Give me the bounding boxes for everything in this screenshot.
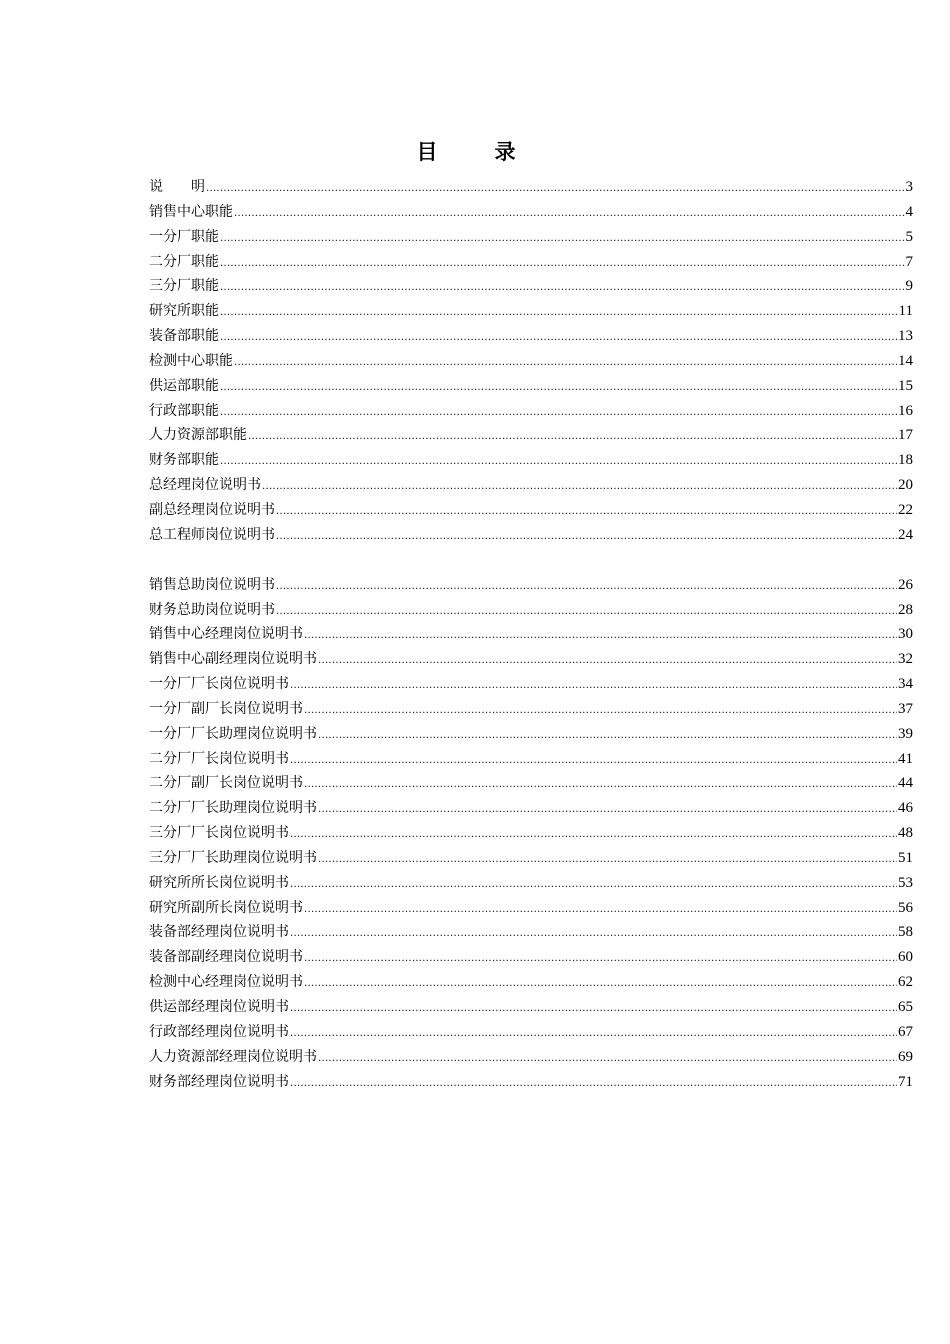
toc-entry[interactable]	[149, 672, 913, 697]
toc-dot-leader	[276, 600, 897, 625]
toc-entry-label: 研究所副所长岗位说明书	[149, 899, 303, 916]
toc-entry[interactable]	[149, 622, 913, 647]
toc-entry-label: 总经理岗位说明书	[149, 477, 261, 494]
toc-entry[interactable]	[149, 821, 913, 846]
toc-dot-leader	[276, 500, 897, 525]
toc-entry-page-number: 26	[898, 576, 913, 593]
toc-entry-page-number: 41	[898, 750, 913, 767]
toc-entry-label: 二分厂职能	[149, 253, 219, 270]
toc-entry-label: 财务总助岗位说明书	[149, 601, 275, 618]
toc-entry[interactable]	[149, 1045, 913, 1070]
toc-entry-label: 财务部职能	[149, 452, 219, 469]
toc-entry-page-number: 65	[898, 999, 913, 1015]
toc-entry-label: 供运部职能	[149, 377, 219, 394]
toc-dot-leader	[248, 425, 897, 450]
toc-dot-leader	[220, 276, 905, 301]
toc-entry-label: 人力资源部职能	[149, 427, 247, 444]
toc-entry[interactable]	[149, 349, 913, 374]
toc-entry-page-number: 71	[898, 1073, 913, 1090]
toc-entry[interactable]	[149, 896, 913, 921]
toc-entry-page-number: 32	[898, 651, 913, 668]
toc-entry[interactable]	[149, 473, 913, 498]
toc-dot-leader	[290, 997, 897, 1022]
toc-entry[interactable]	[149, 598, 913, 623]
toc-entry-page-number: 7	[905, 253, 913, 270]
toc-entry-label: 装备部副经理岗位说明书	[149, 949, 303, 966]
toc-dot-leader	[220, 252, 905, 277]
toc-entry-label: 一分厂厂长岗位说明书	[149, 676, 289, 693]
toc-entry[interactable]	[149, 423, 913, 448]
toc-dot-leader	[290, 674, 897, 699]
toc-entry-label: 销售中心职能	[149, 203, 233, 220]
toc-dot-leader	[318, 649, 897, 674]
toc-entry-label: 行政部职能	[149, 402, 219, 419]
toc-entry-label: 研究所所长岗位说明书	[149, 874, 289, 891]
toc-entry[interactable]	[149, 970, 913, 995]
toc-dot-leader	[290, 873, 897, 898]
toc-entry[interactable]	[149, 324, 913, 349]
toc-dot-leader	[304, 947, 897, 972]
toc-entry-page-number: 24	[898, 526, 913, 543]
toc-entry-page-number: 16	[898, 402, 913, 419]
toc-dot-leader	[318, 798, 897, 823]
toc-dot-leader	[304, 773, 897, 798]
toc-entry-label: 三分厂厂长岗位说明书	[149, 825, 289, 842]
toc-entry-label: 副总经理岗位说明书	[149, 501, 275, 518]
toc-entry-page-number: 11	[898, 303, 913, 320]
toc-entry[interactable]	[149, 771, 913, 796]
toc-entry-page-number: 9	[905, 278, 913, 295]
toc-entry-label: 检测中心经理岗位说明书	[149, 974, 303, 991]
toc-entry[interactable]	[149, 523, 913, 548]
toc-entry[interactable]	[149, 920, 913, 945]
toc-dot-leader	[220, 450, 897, 475]
toc-entry[interactable]	[149, 796, 913, 821]
toc-entry[interactable]	[149, 274, 913, 299]
toc-entry-label: 装备部经理岗位说明书	[149, 924, 289, 941]
toc-dot-leader	[304, 972, 897, 997]
toc-entry-page-number: 46	[898, 800, 913, 817]
toc-dot-leader	[290, 1022, 897, 1047]
toc-entry-label: 销售中心经理岗位说明书	[149, 626, 303, 643]
toc-entry[interactable]	[149, 225, 913, 250]
toc-dot-leader	[220, 301, 898, 326]
toc-entry-page-number: 62	[898, 974, 913, 991]
toc-entry-page-number: 60	[898, 949, 913, 966]
toc-entry[interactable]	[149, 995, 913, 1020]
toc-entry-page-number: 67	[898, 1023, 913, 1040]
toc-entry-page-number: 5	[905, 228, 913, 245]
toc-dot-leader	[220, 227, 905, 252]
toc-entry[interactable]	[149, 250, 913, 275]
toc-entry-page-number: 18	[898, 452, 913, 469]
toc-dot-leader	[220, 401, 897, 426]
toc-entry-page-number: 69	[898, 1048, 913, 1065]
toc-entry[interactable]	[149, 1020, 913, 1045]
toc-entry[interactable]	[149, 299, 913, 324]
toc-list	[149, 175, 913, 1094]
toc-dot-leader	[318, 1047, 897, 1072]
toc-entry-label: 销售总助岗位说明书	[149, 576, 275, 593]
toc-entry-page-number: 14	[898, 352, 913, 369]
toc-entry-label: 销售中心副经理岗位说明书	[149, 651, 317, 668]
toc-entry-page-number: 39	[898, 725, 913, 742]
toc-dot-leader	[220, 376, 897, 401]
toc-entry[interactable]	[149, 498, 913, 523]
toc-entry[interactable]	[149, 871, 913, 896]
toc-entry-page-number: 28	[898, 601, 913, 618]
toc-entry-page-number: 56	[898, 899, 913, 916]
toc-entry-label: 检测中心职能	[149, 352, 233, 369]
toc-entry-label: 三分厂职能	[149, 278, 219, 295]
toc-entry-label: 说 明	[149, 179, 205, 195]
toc-title: 目 录	[416, 139, 534, 164]
toc-entry[interactable]	[149, 448, 913, 473]
toc-entry-page-number: 22	[898, 501, 913, 518]
toc-entry[interactable]	[149, 573, 913, 598]
toc-entry[interactable]	[149, 374, 913, 399]
toc-entry-page-number: 48	[898, 825, 913, 842]
toc-entry[interactable]	[149, 1070, 913, 1095]
toc-entry-label: 一分厂厂长助理岗位说明书	[149, 725, 317, 742]
toc-entry-page-number: 58	[898, 924, 913, 941]
toc-entry-page-number: 17	[898, 427, 913, 444]
toc-entry-page-number: 30	[898, 626, 913, 643]
toc-dot-leader	[304, 699, 897, 724]
toc-entry-label: 总工程师岗位说明书	[149, 526, 275, 543]
toc-entry[interactable]	[149, 846, 913, 871]
toc-entry[interactable]	[149, 200, 913, 225]
toc-entry-page-number: 34	[898, 676, 913, 693]
toc-dot-leader	[304, 624, 897, 649]
toc-dot-leader	[262, 475, 897, 500]
toc-entry[interactable]	[149, 399, 913, 424]
toc-entry-page-number: 13	[898, 328, 913, 345]
toc-entry-label: 行政部经理岗位说明书	[149, 1023, 289, 1040]
toc-entry-label: 研究所职能	[149, 303, 219, 320]
toc-entry-page-number: 20	[898, 477, 913, 494]
toc-entry-page-number: 15	[898, 377, 913, 394]
toc-entry-label: 人力资源部经理岗位说明书	[149, 1048, 317, 1065]
toc-dot-leader	[234, 202, 905, 227]
toc-dot-leader	[290, 922, 897, 947]
toc-entry-page-number: 37	[898, 700, 913, 717]
toc-dot-leader	[318, 848, 897, 873]
toc-dot-leader	[318, 724, 897, 749]
toc-dot-leader	[290, 1072, 897, 1097]
toc-dot-leader	[234, 351, 897, 376]
toc-entry[interactable]	[149, 722, 913, 747]
toc-entry[interactable]	[149, 747, 913, 772]
toc-entry-label: 二分厂厂长岗位说明书	[149, 750, 289, 767]
toc-dot-leader	[220, 326, 897, 351]
toc-dot-leader	[276, 575, 897, 600]
toc-entry-label: 一分厂职能	[149, 228, 219, 245]
toc-entry-page-number: 44	[898, 775, 913, 792]
toc-entry[interactable]	[149, 175, 913, 200]
toc-entry[interactable]	[149, 945, 913, 970]
toc-entry-page-number: 3	[905, 179, 913, 195]
toc-entry[interactable]	[149, 647, 913, 672]
toc-entry-page-number: 51	[898, 849, 913, 866]
toc-entry-label: 二分厂厂长助理岗位说明书	[149, 800, 317, 817]
toc-entry-page-number: 53	[898, 874, 913, 891]
toc-entry-label: 装备部职能	[149, 328, 219, 345]
toc-entry-label: 财务部经理岗位说明书	[149, 1073, 289, 1090]
toc-dot-leader	[206, 177, 905, 202]
toc-dot-leader	[290, 749, 897, 774]
toc-dot-leader	[290, 823, 897, 848]
toc-entry-label: 三分厂厂长助理岗位说明书	[149, 849, 317, 866]
toc-entry-page-number: 4	[905, 203, 913, 220]
toc-entry[interactable]	[149, 697, 913, 722]
toc-entry-label: 供运部经理岗位说明书	[149, 999, 289, 1015]
toc-entry-label: 一分厂副厂长岗位说明书	[149, 700, 303, 717]
toc-dot-leader	[276, 525, 897, 550]
toc-dot-leader	[304, 898, 897, 923]
toc-entry-label: 二分厂副厂长岗位说明书	[149, 775, 303, 792]
